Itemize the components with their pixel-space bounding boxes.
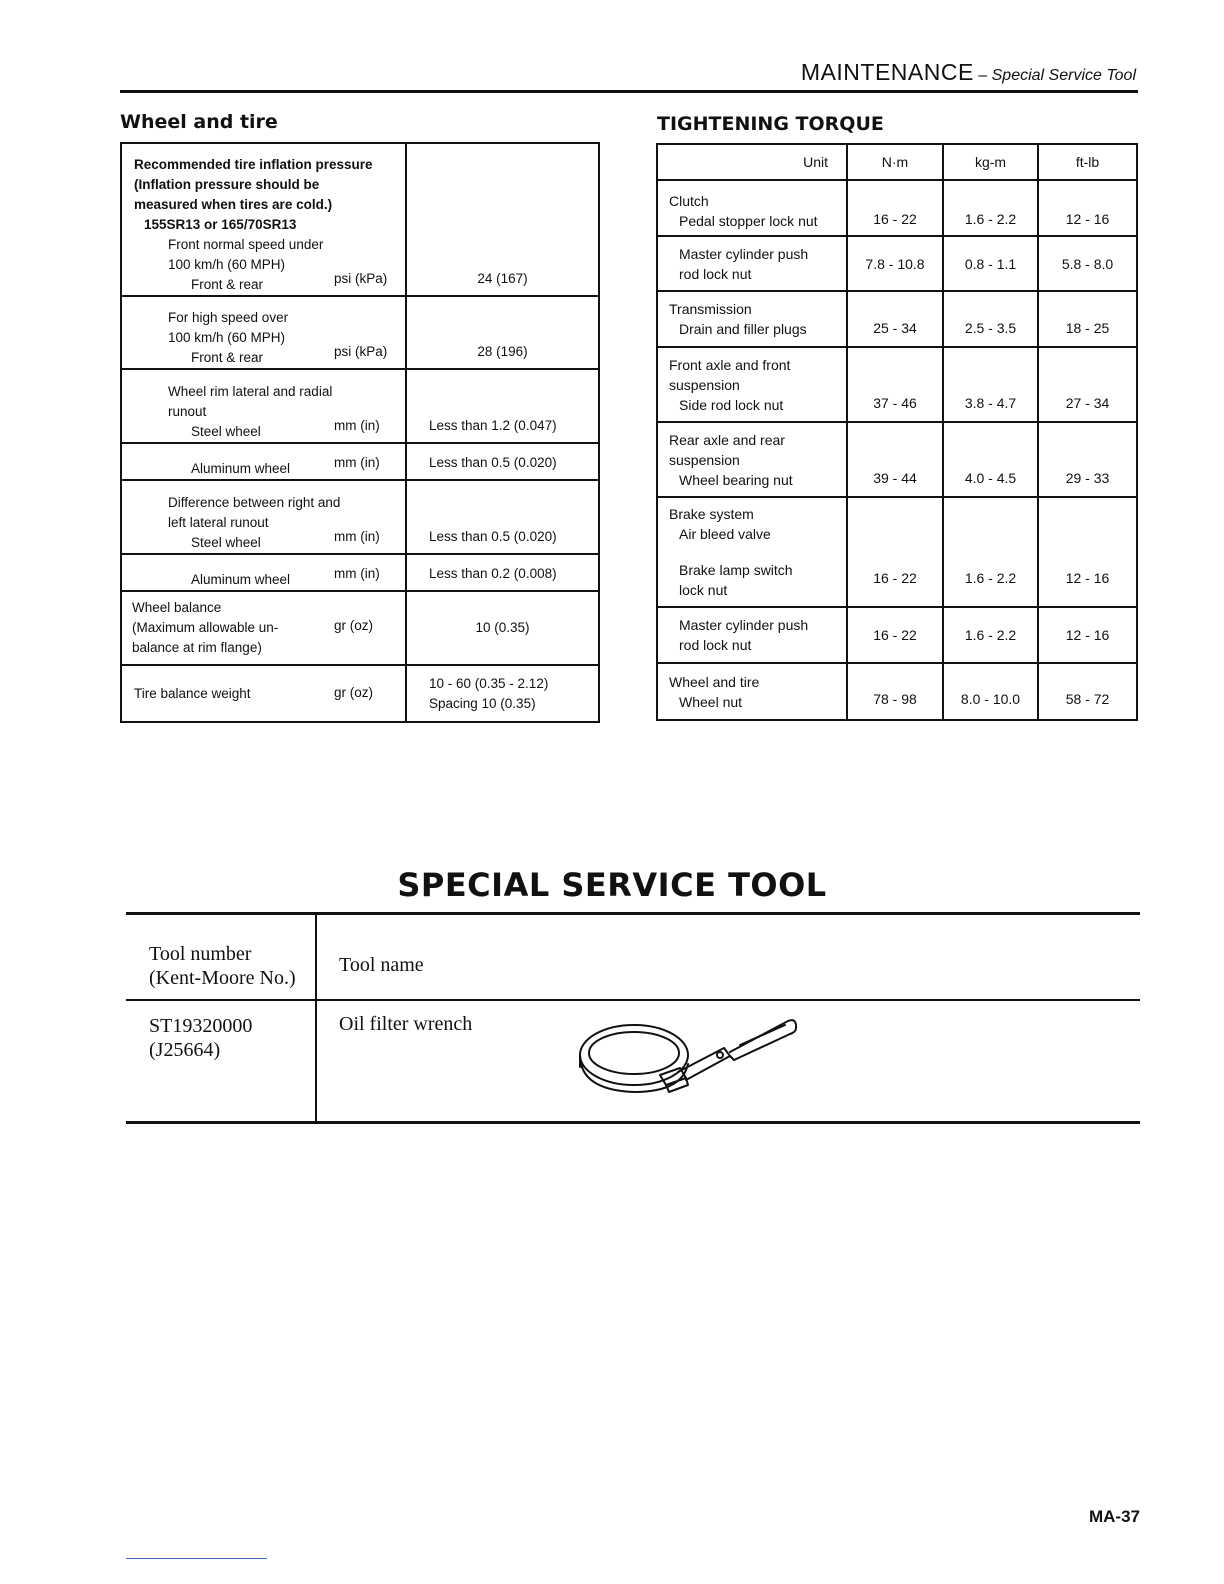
unit-label: gr (oz) [334,618,374,633]
torque-item: Master cylinder push rod lock nut [657,607,847,663]
spec-cell: Recommended tire inflation pressure (Inflation pressure should be measured when tires are cold.) 155SR13 or 165/70SR13 Front normal speed under 100 km/h (60 MPH) Front & rear psi (kPa) [121,143,406,296]
col-header-nm: N·m [847,144,943,180]
rule [126,999,1140,1001]
table-row: Transmission Drain and filler plugs 25 - 34 2.5 - 3.5 18 - 25 [657,291,1137,347]
table-row [121,296,599,369]
table-row [657,144,1137,180]
table-row [121,480,599,554]
torque-item: Rear axle and rear suspension Wheel bearing nut [657,422,847,497]
tool-number-header: Tool number (Kent-Moore No.) [149,943,296,989]
table-row: Wheel and tire Wheel nut 78 - 98 8.0 - 10.0 58 - 72 [657,663,1137,720]
torque-item: Clutch Pedal stopper lock nut [657,180,847,236]
tool-number: ST19320000 (J25664) [149,1015,253,1061]
value-cell: Less than 1.2 (0.047) [406,369,599,443]
oil-filter-wrench-icon [574,1012,804,1102]
column-divider [315,915,317,1121]
value-cell: Less than 0.2 (0.008) [406,554,599,591]
value-cell: 24 (167) [406,143,599,296]
spec-cell: For high speed over 100 km/h (60 MPH) Front & rear psi (kPa) [121,296,406,369]
footer-line [126,1558,267,1559]
unit-label: mm (in) [334,418,380,433]
value-cell: 10 (0.35) [406,591,599,665]
rule [126,912,1140,915]
unit-label: mm (in) [334,566,380,581]
value-cell: 10 - 60 (0.35 - 2.12) Spacing 10 (0.35) [406,665,599,722]
table-row: Clutch Pedal stopper lock nut 16 - 22 1.6 - 2.2 12 - 16 [657,180,1137,236]
wheel-tire-table [120,142,600,723]
table-row: Master cylinder push rod lock nut 16 - 22 1.6 - 2.2 12 - 16 [657,607,1137,663]
value-cell: Less than 0.5 (0.020) [406,443,599,480]
unit-label: psi (kPa) [334,344,388,359]
unit-label: mm (in) [334,529,380,544]
sst-table [126,912,1140,1126]
page-number: MA-37 [1088,1507,1140,1526]
spec-cell: Wheel balance (Maximum allowable un- balance at rim flange) gr (oz) [121,591,406,665]
sst-title: SPECIAL SERVICE TOOL [397,866,827,904]
table-row [121,554,599,591]
torque-item: Master cylinder push rod lock nut [657,236,847,291]
torque-item: Wheel and tire Wheel nut [657,663,847,720]
value-cell: Less than 0.5 (0.020) [406,480,599,554]
torque-item: Brake system Air bleed valve Brake lamp switch lock nut [657,497,847,607]
tool-name: Oil filter wrench [339,1013,473,1035]
table-row [121,665,599,722]
unit-label: mm (in) [334,455,380,470]
table-row: Rear axle and rear suspension Wheel bearing nut 39 - 44 4.0 - 4.5 29 - 33 [657,422,1137,497]
unit-label: gr (oz) [334,685,374,700]
col-header-ftlb: ft-lb [1038,144,1137,180]
table-row [121,443,599,480]
torque-item: Transmission Drain and filler plugs [657,291,847,347]
torque-table [656,143,1138,721]
header-dash: – [978,67,988,84]
section-title: MAINTENANCE [800,59,974,85]
wheel-tire-title: Wheel and tire [120,111,278,133]
tool-name-header: Tool name [339,954,424,976]
page-header [120,56,1138,93]
rule [126,1121,1140,1124]
value-cell: 28 (196) [406,296,599,369]
spec-cell: Aluminum wheel mm (in) [121,554,406,591]
table-row [121,369,599,443]
torque-item: Front axle and front suspension Side rod lock nut [657,347,847,422]
subsection-title: Special Service Tool [991,67,1136,84]
torque-title: TIGHTENING TORQUE [657,113,884,135]
table-row: Front axle and front suspension Side rod lock nut 37 - 46 3.8 - 4.7 27 - 34 [657,347,1137,422]
col-header-unit: Unit [657,144,847,180]
spec-cell: Wheel rim lateral and radial runout Steel wheel mm (in) [121,369,406,443]
spec-cell: Aluminum wheel mm (in) [121,443,406,480]
spec-cell: Tire balance weight gr (oz) [121,665,406,722]
table-row: Brake system Air bleed valve Brake lamp switch lock nut 16 - 22 1.6 - 2.2 12 - 16 [657,497,1137,607]
unit-label: psi (kPa) [334,271,388,286]
col-header-kgm: kg-m [943,144,1038,180]
spec-cell: Difference between right and left lateral runout Steel wheel mm (in) [121,480,406,554]
table-row [121,591,599,665]
table-row [121,143,599,296]
table-row: Master cylinder push rod lock nut 7.8 - 10.8 0.8 - 1.1 5.8 - 8.0 [657,236,1137,291]
